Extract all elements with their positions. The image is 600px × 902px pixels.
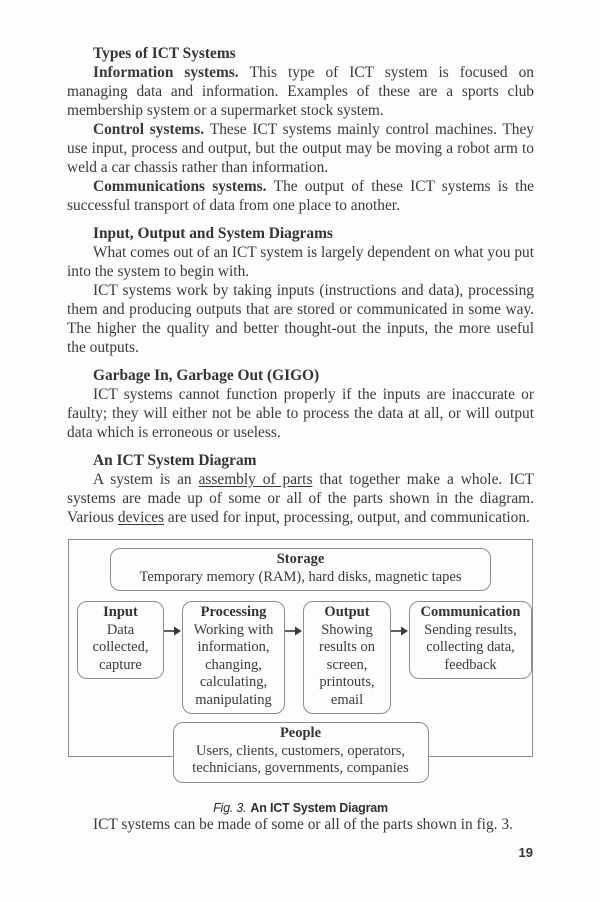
input-box-body: Data collected, capture [92,621,149,673]
processing-box [182,601,285,714]
paragraph-text: ICT systems can be made of some or all of the parts shown in fig. 3. [93,815,513,833]
storage-box-title: Storage [276,551,325,567]
term-devices: devices [117,509,165,526]
input-box-title: Input [103,604,138,620]
runin-label: Information systems. [93,64,250,81]
paragraph-ict-systems-work [67,281,534,357]
flow-arrow-icon [285,625,303,637]
figure-caption-title: An ICT System Diagram [250,800,388,815]
paragraph-text: ICT systems work by taking inputs (instructions and data), processing them and producing outputs that are stored or communicated in some way. The higher the quality and better thought-out the inputs, the more useful the outputs. [67,282,534,356]
paragraph-text: The output of these ICT systems is the successful transport of data from one place to another. [67,178,534,214]
paragraph-text: What comes out of an ICT system is largely dependent on what you put into the system to begin with. [67,244,534,280]
runin-label: Control systems. [93,121,210,138]
paragraph-system-assembly [67,470,534,527]
paragraph-closing [67,815,534,834]
flow-row [69,591,532,714]
people-box [173,722,429,783]
processing-box-title: Processing [200,604,267,620]
paragraph-text: A system is an [93,471,199,488]
heading-gigo: Garbage In, Garbage Out (GIGO) [93,367,320,384]
flow-arrow-icon [164,625,182,637]
page-number: 19 [518,845,533,860]
people-box-body: Users, clients, customers, operators, technicians, governments, companies [192,742,409,776]
input-box [77,601,164,679]
page-content [67,44,534,834]
heading-types-of-ict-systems: Types of ICT Systems [93,45,236,62]
processing-box-body: Working with information, changing, calculating, manipulating [193,621,274,708]
paragraph-text: ICT systems cannot function properly if the inputs are inaccurate or faulty; they will either not be able to process the data at all, or will output data which is erroneous or useless. [67,386,534,441]
output-box [303,601,391,714]
paragraph-text: are used for input, processing, output, and communication. [164,509,530,526]
heading-an-ict-system-diagram: An ICT System Diagram [93,452,257,469]
heading-input-output-system-diagrams: Input, Output and System Diagrams [93,225,333,242]
paragraph-communications-systems [67,177,534,215]
paragraph-text: that together make a whole. ICT systems are made up of some or all of the parts shown in the diagram. Various [67,471,534,526]
system-boundary-box [68,539,533,776]
output-box-body: Showing results on screen, printouts, email [319,621,375,708]
paragraph-control-systems [67,120,534,177]
paragraph-text: This type of ICT system is focused on managing data and information. Examples of these are a sports club membership system or a supermarket stock system. [67,64,534,119]
paragraph-gigo [67,385,534,442]
communication-box-title: Communication [420,604,521,620]
figure-caption-number: Fig. 3. [213,800,247,815]
storage-box [110,548,491,591]
output-box-title: Output [324,604,370,620]
runin-label: Communications systems. [93,178,274,195]
communication-box [409,601,532,679]
paragraph-what-comes-out [67,243,534,281]
paragraph-information-systems [67,63,534,120]
flow-arrow-icon [391,625,409,637]
communication-box-body: Sending results, collecting data, feedback [424,621,517,673]
storage-box-body: Temporary memory (RAM), hard disks, magnetic tapes [139,568,462,585]
term-assembly-of-parts: assembly of parts [198,471,313,488]
figure-caption [67,801,534,815]
people-box-title: People [279,725,322,741]
paragraph-text: These ICT systems mainly control machines. They use input, process and output, but the output may be moving a robot arm to weld a car chassis rather than information. [67,121,534,176]
ict-system-figure [67,539,534,815]
